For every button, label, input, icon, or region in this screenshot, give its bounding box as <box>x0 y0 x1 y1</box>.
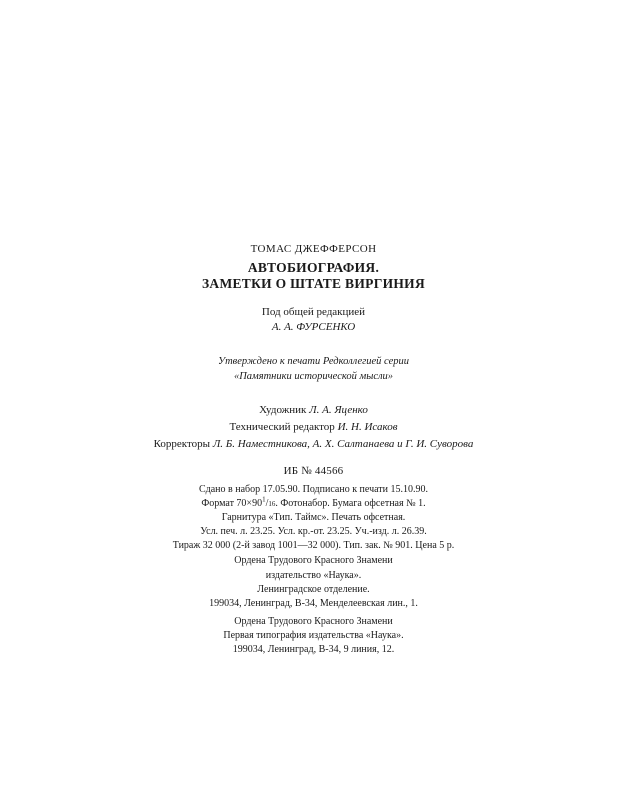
imprint-line-4: Усл. печ. л. 23.25. Усл. кр.-от. 23.25. Уч.-изд. л. 26.39. <box>200 526 427 537</box>
credit-artist <box>0 405 627 416</box>
imprint-format-suffix: . Фотонабор. Бумага офсетная № 1. <box>275 498 426 509</box>
publisher-line-2: издательство «Наука». <box>265 570 362 581</box>
correctors-role: Корректоры <box>153 438 211 450</box>
credit-tech-editor <box>0 422 627 433</box>
imprint-format-denominator: 16 <box>268 500 276 508</box>
publisher-line-3: Ленинградское отделение. <box>257 584 370 595</box>
imprint-line-5: Тираж 32 000 (2-й завод 1001—32 000). Тип. зак. № 901. Цена 5 р. <box>172 540 455 551</box>
editor-label: Под общей редакцией <box>261 306 366 318</box>
artist-name: Л. А. Яценко <box>309 404 368 416</box>
publisher-line-4: 199034, Ленинград, В-34, Менделеевская лин., 1. <box>209 598 418 609</box>
correctors-names: Л. Б. Наместникова, А. Х. Салтанаева и Г. И. Суворова <box>212 438 474 450</box>
credit-correctors <box>0 439 627 450</box>
book-title-line-2: ЗАМЕТКИ О ШТАТЕ ВИРГИНИЯ <box>201 276 426 291</box>
tech-editor-name: И. Н. Исаков <box>337 421 398 433</box>
imprint-line-1: Сдано в набор 17.05.90. Подписано к печати 15.10.90. <box>198 484 429 495</box>
editor-name: А. А. ФУРСЕНКО <box>271 321 356 333</box>
printer-line-2: Первая типография издательства «Наука». <box>223 630 404 641</box>
imprint-line-2 <box>0 495 627 509</box>
artist-role: Художник <box>259 404 307 416</box>
printer-line-1: Ордена Трудового Красного Знамени <box>234 616 393 627</box>
imprint-format-slash: / <box>265 498 269 509</box>
tech-editor-role: Технический редактор <box>229 421 335 433</box>
approval-line-2: «Памятники исторической мысли» <box>233 371 394 382</box>
printer-line-3: 199034, Ленинград, В-34, 9 линия, 12. <box>232 644 395 655</box>
imprint-line-3: Гарнитура «Тип. Таймс». Печать офсетная. <box>221 512 406 523</box>
author-name: ТОМАС ДЖЕФФЕРСОН <box>250 243 377 255</box>
publisher-line-1: Ордена Трудового Красного Знамени <box>234 555 393 566</box>
book-title-line-1: АВТОБИОГРАФИЯ. <box>247 260 380 275</box>
approval-line-1: Утверждено к печати Редколлегией серии <box>218 356 409 367</box>
ib-number: ИБ № 44566 <box>283 465 344 477</box>
imprint-format-numerator: 1 <box>262 495 266 504</box>
imprint-format-prefix: Формат 70×90 <box>201 498 263 509</box>
